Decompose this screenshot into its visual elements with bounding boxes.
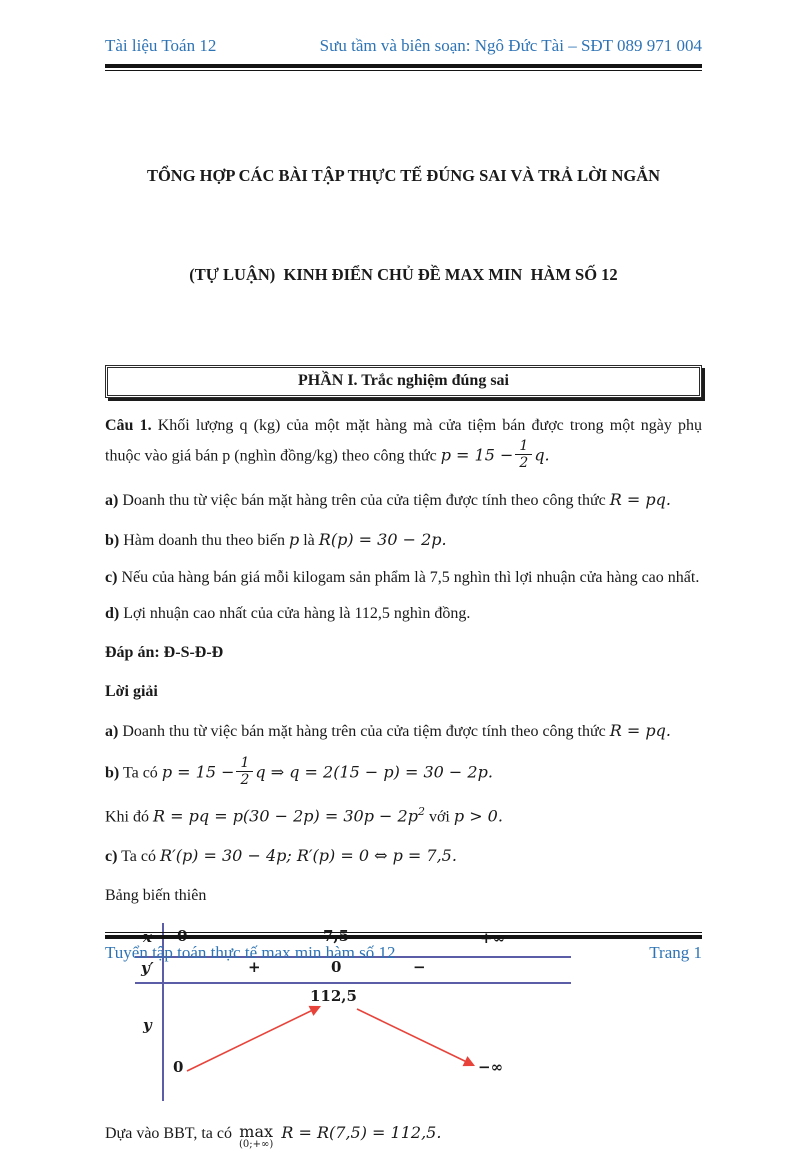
solution-khido-text-2: với	[424, 807, 454, 825]
conclusion-text: Dựa vào BBT, ta có	[105, 1124, 237, 1142]
max-operator-domain: (0;+∞)	[239, 1139, 274, 1151]
bbt-x-value-0: 0	[177, 926, 188, 945]
solution-khido	[105, 802, 702, 831]
fraction-one-half	[515, 438, 532, 471]
statement-d-text: Lợi nhuận cao nhất của cửa hàng là 112,5 nghìn đồng.	[119, 605, 471, 623]
solution-a	[105, 717, 702, 746]
solution-a-text: Doanh thu từ việc bán mặt hàng trên của cửa tiệm được tính theo công thức	[118, 723, 610, 741]
bbt-yprime-label: y′	[141, 958, 154, 977]
answer-key-text: Đáp án: Đ-S-Đ-Đ	[105, 644, 224, 662]
bbt-sign-zero: 0	[331, 957, 342, 976]
solution-heading	[105, 678, 702, 706]
bbt-arrow-down	[357, 1009, 473, 1065]
solution-a-math: R = pq.	[609, 721, 671, 741]
statement-a-text: Doanh thu từ việc bán mặt hàng trên của cửa tiệm được tính theo công thức	[118, 492, 610, 510]
bbt-y-label: y	[143, 1015, 152, 1034]
statement-b	[105, 526, 702, 555]
page-content	[105, 0, 702, 1161]
statement-a-math: R = pq.	[609, 490, 671, 510]
footer-page-number: Trang 1	[649, 943, 702, 962]
title-line-2: (TỰ LUẬN) KINH ĐIỂN CHỦ ĐỀ MAX MIN HÀM SỐ 12	[189, 265, 618, 284]
page-footer	[105, 932, 702, 963]
solution-b	[105, 757, 702, 790]
conclusion	[105, 1119, 702, 1151]
problem-intro-text: Khối lượng q (kg) của một mặt hàng mà cửa tiệm bán được trong một ngày phụ thuộc vào giá bán p (nghìn đồng/kg) theo công thức	[105, 417, 702, 465]
max-operator	[239, 1121, 274, 1151]
statement-b-text-2: là	[299, 532, 319, 550]
bbt-x-value-1: 7,5	[323, 926, 350, 945]
statement-d	[105, 600, 702, 628]
bbt-sign-plus: +	[248, 957, 261, 976]
statement-b-math-1: p	[288, 530, 300, 550]
header-rule	[105, 64, 702, 71]
bbt-y-end: −∞	[478, 1057, 504, 1076]
footer-left-text: Tuyển tập toán thực tế max min hàm số 12	[105, 943, 396, 962]
bbt-y-start: 0	[173, 1057, 184, 1076]
solution-c-label: c)	[105, 847, 118, 865]
statement-a	[105, 486, 702, 515]
max-operator-word: max	[239, 1121, 273, 1141]
problem-intro-math-1: p = 15 −	[440, 445, 514, 465]
statement-b-math-2: R(p) = 30 − 2p.	[318, 530, 447, 550]
conclusion-math: R = R(7,5) = 112,5.	[276, 1122, 442, 1142]
statement-c-label: c)	[105, 569, 118, 587]
solution-b-math-1: p = 15 −	[161, 762, 235, 782]
solution-b-math-2: q ⇒ q = 2(15 − p) = 30 − 2p.	[255, 762, 493, 782]
bbt-caption	[105, 882, 702, 910]
footer-rule	[105, 932, 702, 939]
solution-khido-math-2: p > 0.	[453, 805, 503, 825]
document-title	[105, 93, 702, 357]
header-right-text: Sưu tầm và biên soạn: Ngô Đức Tài – SĐT 089 971 004	[319, 36, 702, 55]
statement-c-text: Nếu của hàng bán giá mỗi kilogam sản phẩm là 7,5 nghìn thì lợi nhuận cửa hàng cao nhất.	[117, 569, 700, 587]
section-box-label: PHẦN I. Trắc nghiệm đúng sai	[107, 367, 700, 396]
bbt-sign-minus: −	[413, 957, 426, 976]
section-box	[105, 365, 702, 398]
title-line-1: TỔNG HỢP CÁC BÀI TẬP THỰC TẾ ĐÚNG SAI VÀ TRẢ LỜI NGẮN	[146, 166, 661, 185]
answer-key	[105, 639, 702, 667]
bbt-x-value-2: +∞	[480, 928, 506, 947]
problem-intro-math-2: q.	[534, 445, 550, 465]
page-header	[105, 0, 702, 56]
bbt-y-max: 112,5	[310, 986, 357, 1005]
bbt-caption-text: Bảng biến thiên	[105, 886, 207, 904]
fraction-numerator: 1	[515, 438, 532, 455]
solution-b-label: b)	[105, 764, 120, 782]
statement-b-label: b)	[105, 532, 120, 550]
solution-heading-text: Lời giải	[105, 683, 158, 701]
problem-label: Câu 1.	[105, 417, 152, 434]
solution-c	[105, 842, 702, 871]
bbt-arrow-up	[187, 1007, 319, 1071]
problem-intro	[105, 412, 702, 473]
statement-c	[105, 566, 702, 589]
solution-c-math: R′(p) = 30 − 4p; R′(p) = 0 ⇔ p = 7,5.	[160, 845, 457, 865]
fraction-numerator: 1	[236, 755, 253, 772]
statement-a-label: a)	[105, 492, 119, 510]
exponent: 2	[417, 804, 425, 818]
solution-a-label: a)	[105, 723, 119, 741]
solution-b-text: Ta có	[119, 764, 162, 782]
fraction-denominator: 2	[240, 772, 250, 789]
solution-c-text: Ta có	[117, 847, 161, 865]
statement-d-label: d)	[105, 605, 120, 623]
fraction-one-half	[236, 755, 253, 788]
solution-khido-text: Khi đó	[105, 807, 153, 825]
statement-b-text: Hàm doanh thu theo biến	[119, 532, 289, 550]
bbt-x-label: x	[143, 927, 152, 946]
fraction-denominator: 2	[519, 455, 529, 472]
header-left-text: Tài liệu Toán 12	[105, 36, 217, 55]
solution-khido-math-1: R = pq = p(30 − 2p) = 30p − 2p	[153, 805, 418, 825]
